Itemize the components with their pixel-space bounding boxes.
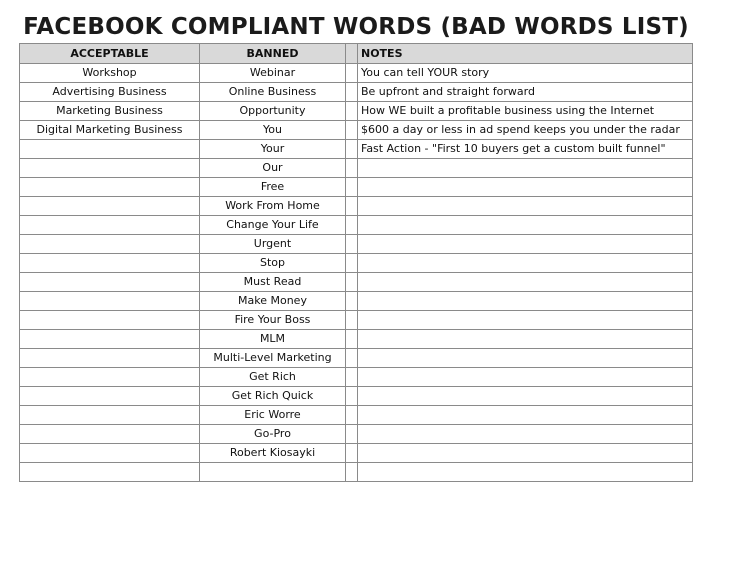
spacer-cell (346, 463, 358, 482)
spacer-cell (346, 254, 358, 273)
table-row (20, 368, 693, 387)
notes-cell (358, 254, 693, 273)
table-row (20, 159, 693, 178)
spacer-cell (346, 140, 358, 159)
table-row (20, 197, 693, 216)
acceptable-cell (20, 235, 200, 254)
table-row (20, 425, 693, 444)
notes-cell: Be upfront and straight forward (358, 83, 693, 102)
table-row (20, 64, 693, 83)
banned-cell: Fire Your Boss (200, 311, 346, 330)
spacer-cell (346, 273, 358, 292)
table-row (20, 330, 693, 349)
table-row (20, 406, 693, 425)
spacer-cell (346, 64, 358, 83)
acceptable-cell (20, 254, 200, 273)
acceptable-cell (20, 330, 200, 349)
table-row (20, 292, 693, 311)
banned-cell: Stop (200, 254, 346, 273)
banned-cell: Get Rich (200, 368, 346, 387)
banned-cell: Work From Home (200, 197, 346, 216)
spacer-cell (346, 368, 358, 387)
notes-cell (358, 159, 693, 178)
table-row (20, 178, 693, 197)
acceptable-cell (20, 159, 200, 178)
spacer-cell (346, 406, 358, 425)
header-acceptable: ACCEPTABLE (20, 44, 200, 64)
table-row (20, 349, 693, 368)
acceptable-cell (20, 140, 200, 159)
table-row (20, 463, 693, 482)
banned-cell: Urgent (200, 235, 346, 254)
notes-cell: $600 a day or less in ad spend keeps you under the radar (358, 121, 693, 140)
notes-cell (358, 197, 693, 216)
acceptable-cell (20, 406, 200, 425)
notes-cell (358, 273, 693, 292)
banned-cell: Free (200, 178, 346, 197)
notes-cell (358, 463, 693, 482)
banned-cell: Eric Worre (200, 406, 346, 425)
notes-cell (358, 387, 693, 406)
spacer-cell (346, 311, 358, 330)
banned-cell: Must Read (200, 273, 346, 292)
acceptable-cell (20, 273, 200, 292)
banned-cell: MLM (200, 330, 346, 349)
notes-cell (358, 178, 693, 197)
notes-cell (358, 292, 693, 311)
acceptable-cell: Advertising Business (20, 83, 200, 102)
acceptable-cell (20, 349, 200, 368)
header-notes: NOTES (358, 44, 693, 64)
words-table (19, 43, 693, 482)
acceptable-cell (20, 292, 200, 311)
acceptable-cell: Marketing Business (20, 102, 200, 121)
table-row (20, 235, 693, 254)
notes-cell (358, 444, 693, 463)
notes-cell (358, 349, 693, 368)
spacer-cell (346, 197, 358, 216)
notes-cell: Fast Action - "First 10 buyers get a custom built funnel" (358, 140, 693, 159)
table-row (20, 102, 693, 121)
acceptable-cell (20, 368, 200, 387)
notes-cell (358, 425, 693, 444)
banned-cell: Opportunity (200, 102, 346, 121)
banned-cell: Webinar (200, 64, 346, 83)
spacer-cell (346, 330, 358, 349)
table-row (20, 83, 693, 102)
notes-cell (358, 368, 693, 387)
banned-cell: Multi-Level Marketing (200, 349, 346, 368)
banned-cell: Robert Kiosayki (200, 444, 346, 463)
spacer-cell (346, 159, 358, 178)
banned-cell: Your (200, 140, 346, 159)
acceptable-cell: Workshop (20, 64, 200, 83)
spacer-cell (346, 235, 358, 254)
spacer-cell (346, 425, 358, 444)
notes-cell (358, 406, 693, 425)
notes-cell (358, 216, 693, 235)
spacer-cell (346, 387, 358, 406)
table-row (20, 121, 693, 140)
header-banned: BANNED (200, 44, 346, 64)
spacer-cell (346, 178, 358, 197)
notes-cell (358, 311, 693, 330)
banned-cell: Go-Pro (200, 425, 346, 444)
table-row (20, 216, 693, 235)
banned-cell: Change Your Life (200, 216, 346, 235)
spacer-cell (346, 444, 358, 463)
table-row (20, 387, 693, 406)
notes-cell: How WE built a profitable business using the Internet (358, 102, 693, 121)
spacer-cell (346, 349, 358, 368)
banned-cell (200, 463, 346, 482)
notes-cell (358, 330, 693, 349)
spacer-cell (346, 102, 358, 121)
acceptable-cell (20, 463, 200, 482)
table-row (20, 254, 693, 273)
acceptable-cell (20, 444, 200, 463)
acceptable-cell (20, 216, 200, 235)
spacer-cell (346, 216, 358, 235)
acceptable-cell (20, 387, 200, 406)
acceptable-cell: Digital Marketing Business (20, 121, 200, 140)
acceptable-cell (20, 311, 200, 330)
table-body (20, 64, 693, 482)
banned-cell: Our (200, 159, 346, 178)
spacer-cell (346, 292, 358, 311)
acceptable-cell (20, 178, 200, 197)
acceptable-cell (20, 197, 200, 216)
header-spacer (346, 44, 358, 64)
spacer-cell (346, 121, 358, 140)
table-row (20, 444, 693, 463)
banned-cell: Online Business (200, 83, 346, 102)
notes-cell (358, 235, 693, 254)
acceptable-cell (20, 425, 200, 444)
table-row (20, 311, 693, 330)
spacer-cell (346, 83, 358, 102)
banned-cell: Make Money (200, 292, 346, 311)
table-row (20, 273, 693, 292)
banned-cell: You (200, 121, 346, 140)
banned-cell: Get Rich Quick (200, 387, 346, 406)
table-row (20, 140, 693, 159)
header-row (20, 44, 693, 64)
page-title: FACEBOOK COMPLIANT WORDS (BAD WORDS LIST) (23, 14, 689, 40)
notes-cell: You can tell YOUR story (358, 64, 693, 83)
